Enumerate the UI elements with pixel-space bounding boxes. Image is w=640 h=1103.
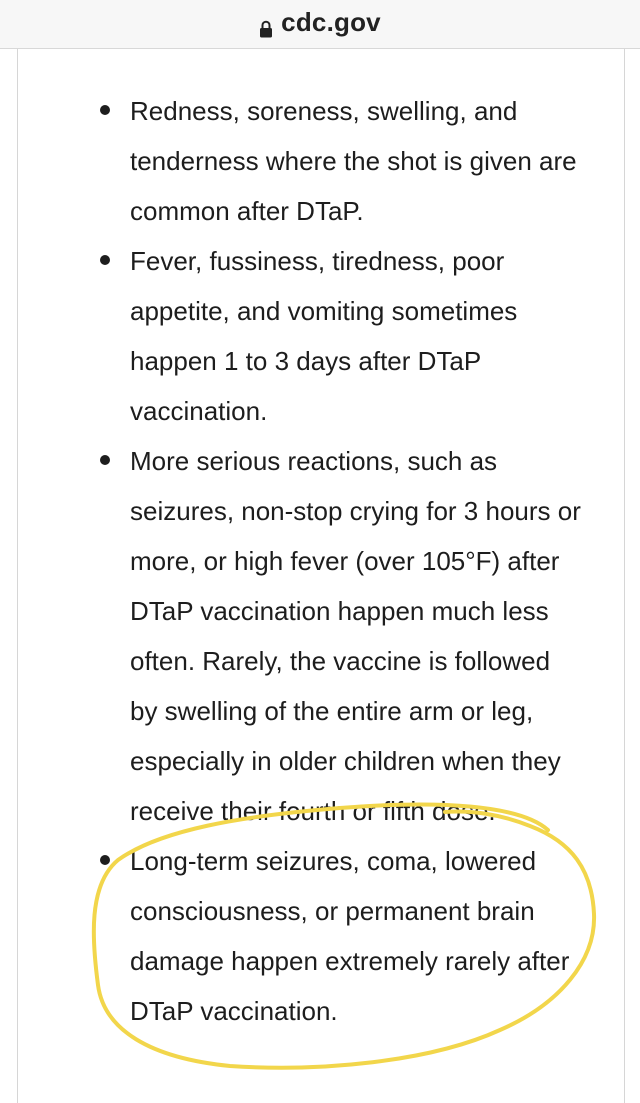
list-item [18,836,624,1036]
bullet-icon [100,455,110,465]
list-item [18,436,624,836]
bullet-icon [100,255,110,265]
list-item-text: Redness, soreness, swelling, and tenderness where the shot is given are common after DTaP. [130,96,577,226]
address-domain: cdc.gov [281,6,381,37]
address-bar-content[interactable] [259,7,381,38]
lock-icon [259,14,273,32]
page-content [17,49,625,1103]
list-item-text: Long-term seizures, coma, lowered consciousness, or permanent brain damage happen extremely rarely after DTaP vaccination. [130,846,570,1026]
side-effects-list [18,86,624,1036]
bullet-icon [100,855,110,865]
bullet-icon [100,105,110,115]
list-item-text: Fever, fussiness, tiredness, poor appetite, and vomiting sometimes happen 1 to 3 days after DTaP vaccination. [130,246,518,426]
list-item [18,236,624,436]
address-bar[interactable] [0,0,640,49]
list-item-text: More serious reactions, such as seizures, non-stop crying for 3 hours or more, or high fever (over 105°F) after DTaP vaccination happen much less often. Rarely, the vaccine is followed by swelling of the entire arm or leg, especially in older children when they receive their fourth or fifth dose. [130,446,581,826]
list-item [18,86,624,236]
